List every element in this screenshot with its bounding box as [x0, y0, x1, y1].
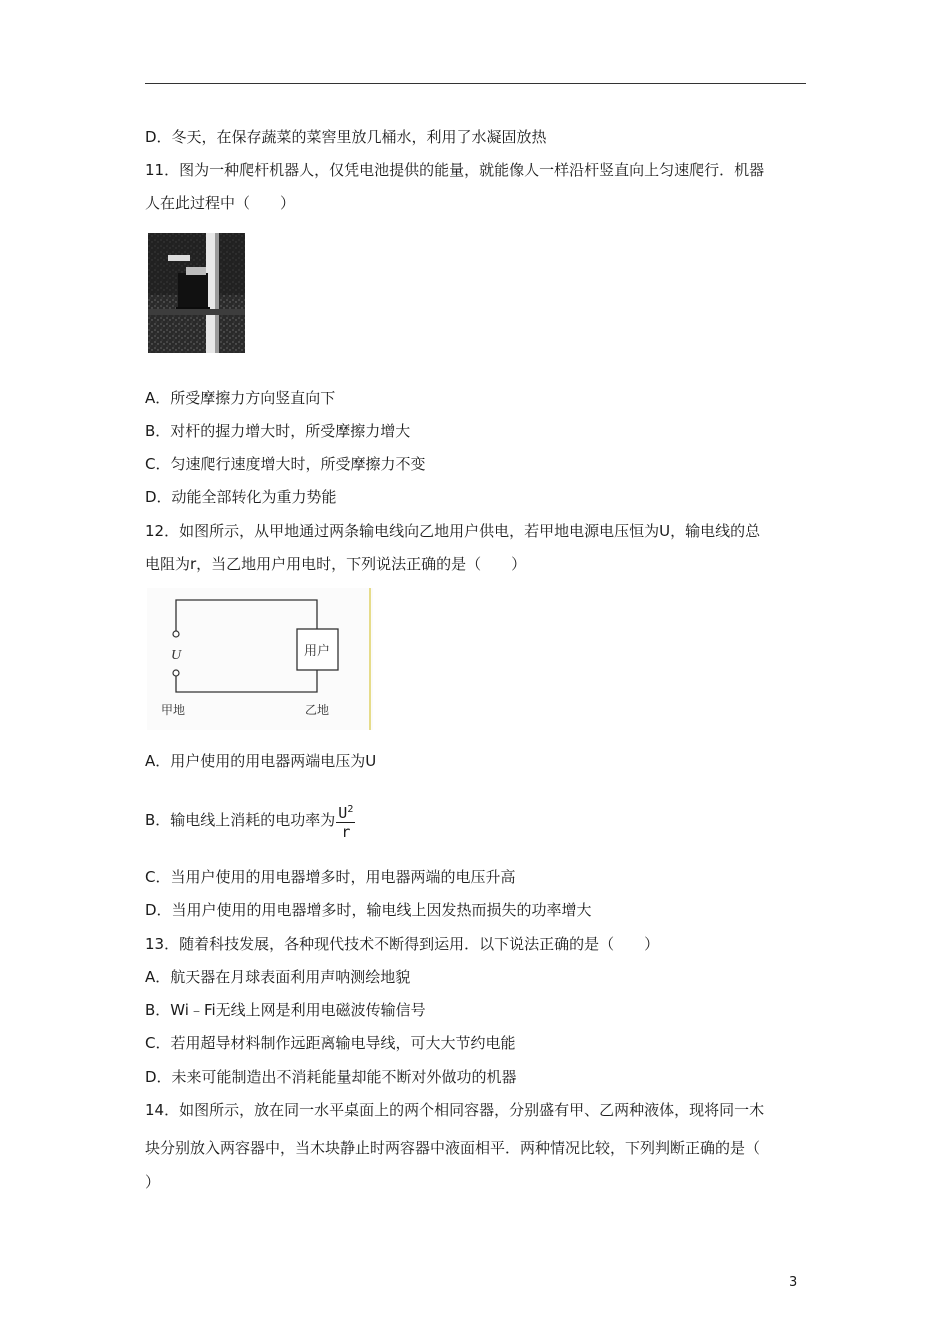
- q12-stem-line2: 电阻为r，当乙地用户用电时，下列说法正确的是（ ）: [145, 555, 527, 573]
- fraction-denominator: r: [341, 822, 351, 841]
- q12-option-b: [145, 800, 355, 841]
- q13-stem: 13．随着科技发展，各种现代技术不断得到运用．以下说法正确的是（ ）: [145, 935, 660, 953]
- q13-option-c: C．若用超导材料制作远距离输电导线，可大大节约电能: [145, 1034, 516, 1052]
- q12-option-a: A．用户使用的用电器两端电压为U: [145, 752, 377, 770]
- q12-stem-line1: 12．如图所示，从甲地通过两条输电线向乙地用户供电，若甲地电源电压恒为U，输电线的总: [145, 522, 761, 540]
- q12-option-b-text: B．输电线上消耗的电功率为: [145, 811, 336, 829]
- q11-stem-line2: 人在此过程中（ ）: [145, 194, 296, 212]
- q11-option-b: B．对杆的握力增大时，所受摩擦力增大: [145, 422, 411, 440]
- q11-stem-line1: 11．图为一种爬杆机器人，仅凭电池提供的能量，就能像人一样沿杆竖直向上匀速爬行．机器: [145, 161, 765, 179]
- q14-stem-line2: 块分别放入两容器中，当木块静止时两容器中液面相平．两种情况比较，下列判断正确的是（: [145, 1139, 761, 1157]
- fraction-numerator: U: [338, 803, 348, 822]
- location-yi-label: 乙地: [304, 703, 330, 717]
- q11-option-c: C．匀速爬行速度增大时，所受摩擦力不变: [145, 455, 426, 473]
- header-rule: [145, 83, 806, 84]
- power-fraction: [336, 801, 355, 841]
- q11-option-d: D．动能全部转化为重力势能: [145, 488, 337, 506]
- q14-stem-line3: ）: [145, 1173, 161, 1191]
- q14-stem-line1: 14．如图所示，放在同一水平桌面上的两个相同容器，分别盛有甲、乙两种液体，现将同一木: [145, 1101, 765, 1119]
- power-line-circuit-diagram: [147, 588, 373, 730]
- page-number: 3: [789, 1275, 798, 1290]
- location-jia-label: 甲地: [160, 703, 186, 717]
- q13-option-a: A．航天器在月球表面利用声呐测绘地貌: [145, 968, 411, 986]
- fraction-exponent: 2: [347, 803, 354, 815]
- q13-option-d: D．未来可能制造出不消耗能量却能不断对外做功的机器: [145, 1068, 517, 1086]
- climbing-robot-photo: [148, 233, 245, 353]
- q12-option-c: C．当用户使用的用电器增多时，用电器两端的电压升高: [145, 868, 516, 886]
- q12-option-d: D．当用户使用的用电器增多时，输电线上因发热而损失的功率增大: [145, 901, 592, 919]
- q13-option-b: B．Wi﹣Fi无线上网是利用电磁波传输信号: [145, 1001, 426, 1019]
- q10-option-d: D．冬天，在保存蔬菜的菜窖里放几桶水，利用了水凝固放热: [145, 128, 547, 146]
- user-label: 用户: [303, 644, 331, 659]
- voltage-label: U: [170, 648, 182, 663]
- q11-option-a: A．所受摩擦力方向竖直向下: [145, 389, 336, 407]
